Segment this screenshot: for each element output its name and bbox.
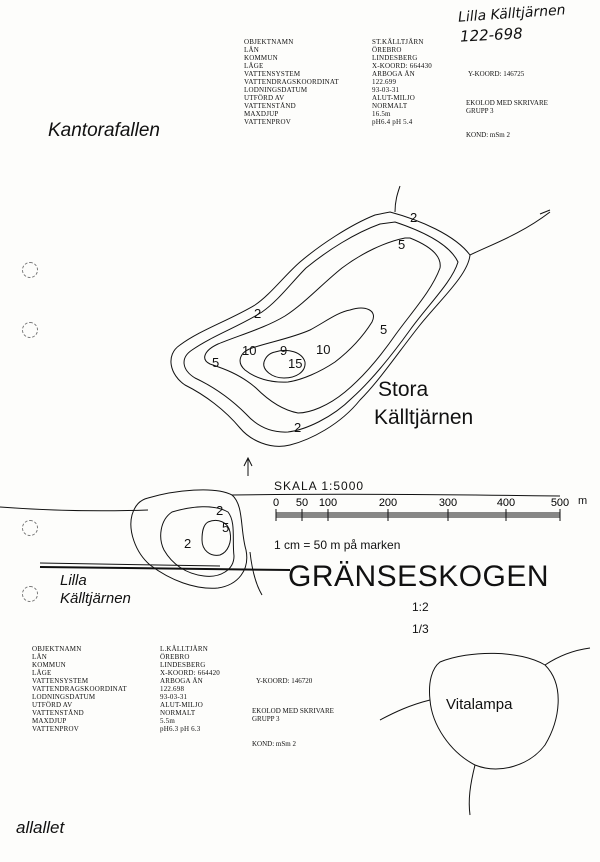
page-bottom-partial-text: allallet (16, 818, 65, 837)
scale-unit: m (578, 495, 588, 507)
depth-label: 5 (222, 520, 230, 535)
info-value: ALUT-MILJO (372, 94, 415, 102)
info-value: L.KÄLLTJÄRN (160, 645, 209, 653)
scale-tick-label: 50 (295, 497, 309, 509)
info-label: LÄN (32, 653, 47, 661)
info-label: OBJEKTNAMN (32, 645, 82, 653)
depth-label: 2 (294, 420, 302, 435)
place-label-vitalampa: Vitalampa (446, 696, 513, 713)
info-label: OBJEKTNAMN (244, 38, 294, 46)
info-label: LODNINGSDATUM (32, 693, 96, 701)
info-value: NORMALT (372, 102, 408, 110)
handwritten-title: Lilla Källtjärnen (457, 2, 567, 26)
info-value: 16.5m (372, 110, 391, 118)
info-value: pH6.3 pH 6.3 (160, 725, 201, 733)
depth-label: 5 (398, 237, 406, 252)
info-value: ARBOGA ÅN (372, 70, 415, 78)
lake-info-bottom-labels (32, 645, 127, 733)
place-label-kantorafallen: Kantorafallen (48, 120, 160, 141)
lake-info-bottom-kond: KOND: mSm 2 (252, 740, 296, 748)
place-label-granseskogen: GRÄNSESKOGEN (288, 560, 550, 593)
lake-info-top-labels (244, 38, 339, 126)
scale-tick-label: 500 (550, 497, 570, 509)
depth-label: 2 (216, 503, 224, 518)
depth-label: 2 (254, 306, 262, 321)
info-value: ARBOGA ÅN (160, 677, 203, 685)
info-label: VATTENSYSTEM (244, 70, 301, 78)
lake-info-top-values (372, 38, 432, 126)
lake-info-bottom-ykoord: Y-KOORD: 146720 (256, 677, 313, 685)
info-label: MAXDJUP (32, 717, 67, 725)
info-value: 122.698 (160, 685, 185, 693)
info-value: LINDESBERG (372, 54, 418, 62)
lake-info-top-ekolod: EKOLOD MED SKRIVARE (466, 99, 548, 107)
lake-info-bottom-values (160, 645, 220, 733)
lake-info-bottom-ekolod: EKOLOD MED SKRIVARE (252, 707, 334, 715)
info-label: UTFÖRD AV (244, 94, 285, 102)
depth-label: 10 (242, 343, 257, 358)
punch-hole-icon (22, 322, 38, 338)
depth-label: 2 (410, 210, 418, 225)
info-label: VATTENPROV (32, 725, 79, 733)
info-label: VATTENDRAGSKOORDINAT (32, 685, 127, 693)
scale-note: 1 cm = 50 m på marken (274, 538, 401, 552)
north-arrow-icon (244, 458, 252, 476)
info-value: X-KOORD: 664420 (160, 669, 220, 677)
depth-label: 5 (212, 355, 220, 370)
place-label-lilla-line1: Lilla (60, 572, 87, 589)
scale-tick-label: 400 (496, 497, 516, 509)
info-value: 122.699 (372, 78, 397, 86)
scale-tick-label: 0 (272, 497, 280, 509)
depth-label: 9 (280, 343, 288, 358)
scale-tick-label: 200 (378, 497, 398, 509)
place-label-lilla-line2: Källtjärnen (60, 590, 131, 607)
info-label: VATTENSTÅND (32, 709, 84, 717)
info-value: ST.KÄLLTJÄRN (372, 38, 424, 46)
info-label: UTFÖRD AV (32, 701, 73, 709)
scale-tick-label: 300 (438, 497, 458, 509)
info-label: LÄN (244, 46, 259, 54)
info-value: 5.5m (160, 717, 175, 725)
info-label: LÄGE (244, 62, 264, 70)
scale-bar (276, 513, 560, 517)
lake-info-top-ykoord: Y-KOORD: 146725 (468, 70, 525, 78)
info-label: VATTENPROV (244, 118, 291, 126)
info-value: ÖREBRO (160, 653, 190, 661)
place-label-stora-line1: Stora (378, 378, 429, 401)
info-label: VATTENSYSTEM (32, 677, 89, 685)
info-label: VATTENSTÅND (244, 102, 296, 110)
info-value: ALUT-MILJO (160, 701, 203, 709)
depth-label: 2 (184, 536, 192, 551)
depth-label: 10 (316, 342, 331, 357)
scale-tick-label: 100 (318, 497, 338, 509)
info-label: LODNINGSDATUM (244, 86, 308, 94)
depth-label: 5 (380, 322, 388, 337)
info-value: NORMALT (160, 709, 196, 717)
info-label: MAXDJUP (244, 110, 279, 118)
handwritten-id: 122-698 (459, 24, 524, 46)
place-label-stora-line2: Källtjärnen (374, 406, 474, 429)
punch-hole-icon (22, 586, 38, 602)
info-value: X-KOORD: 664430 (372, 62, 432, 70)
info-value: LINDESBERG (160, 661, 206, 669)
info-value: ÖREBRO (372, 46, 402, 54)
scale-fraction-top: 1:2 (412, 600, 429, 614)
info-label: KOMMUN (244, 54, 278, 62)
info-label: LÄGE (32, 669, 52, 677)
info-label: KOMMUN (32, 661, 66, 669)
scale-fraction-bottom: 1/3 (412, 622, 429, 636)
punch-hole-icon (22, 520, 38, 536)
lake-info-bottom-grupp: GRUPP 3 (252, 715, 280, 723)
info-value: 93-03-31 (372, 86, 400, 94)
info-value: pH6.4 pH 5.4 (372, 118, 413, 126)
info-value: 93-03-31 (160, 693, 188, 701)
lake-info-top-grupp: GRUPP 3 (466, 107, 494, 115)
lake-info-top-kond: KOND: mSm 2 (466, 131, 510, 139)
info-label: VATTENDRAGSKOORDINAT (244, 78, 339, 86)
scale-title: SKALA 1:5000 (274, 479, 365, 493)
depth-label: 15 (288, 356, 303, 371)
punch-hole-icon (22, 262, 38, 278)
